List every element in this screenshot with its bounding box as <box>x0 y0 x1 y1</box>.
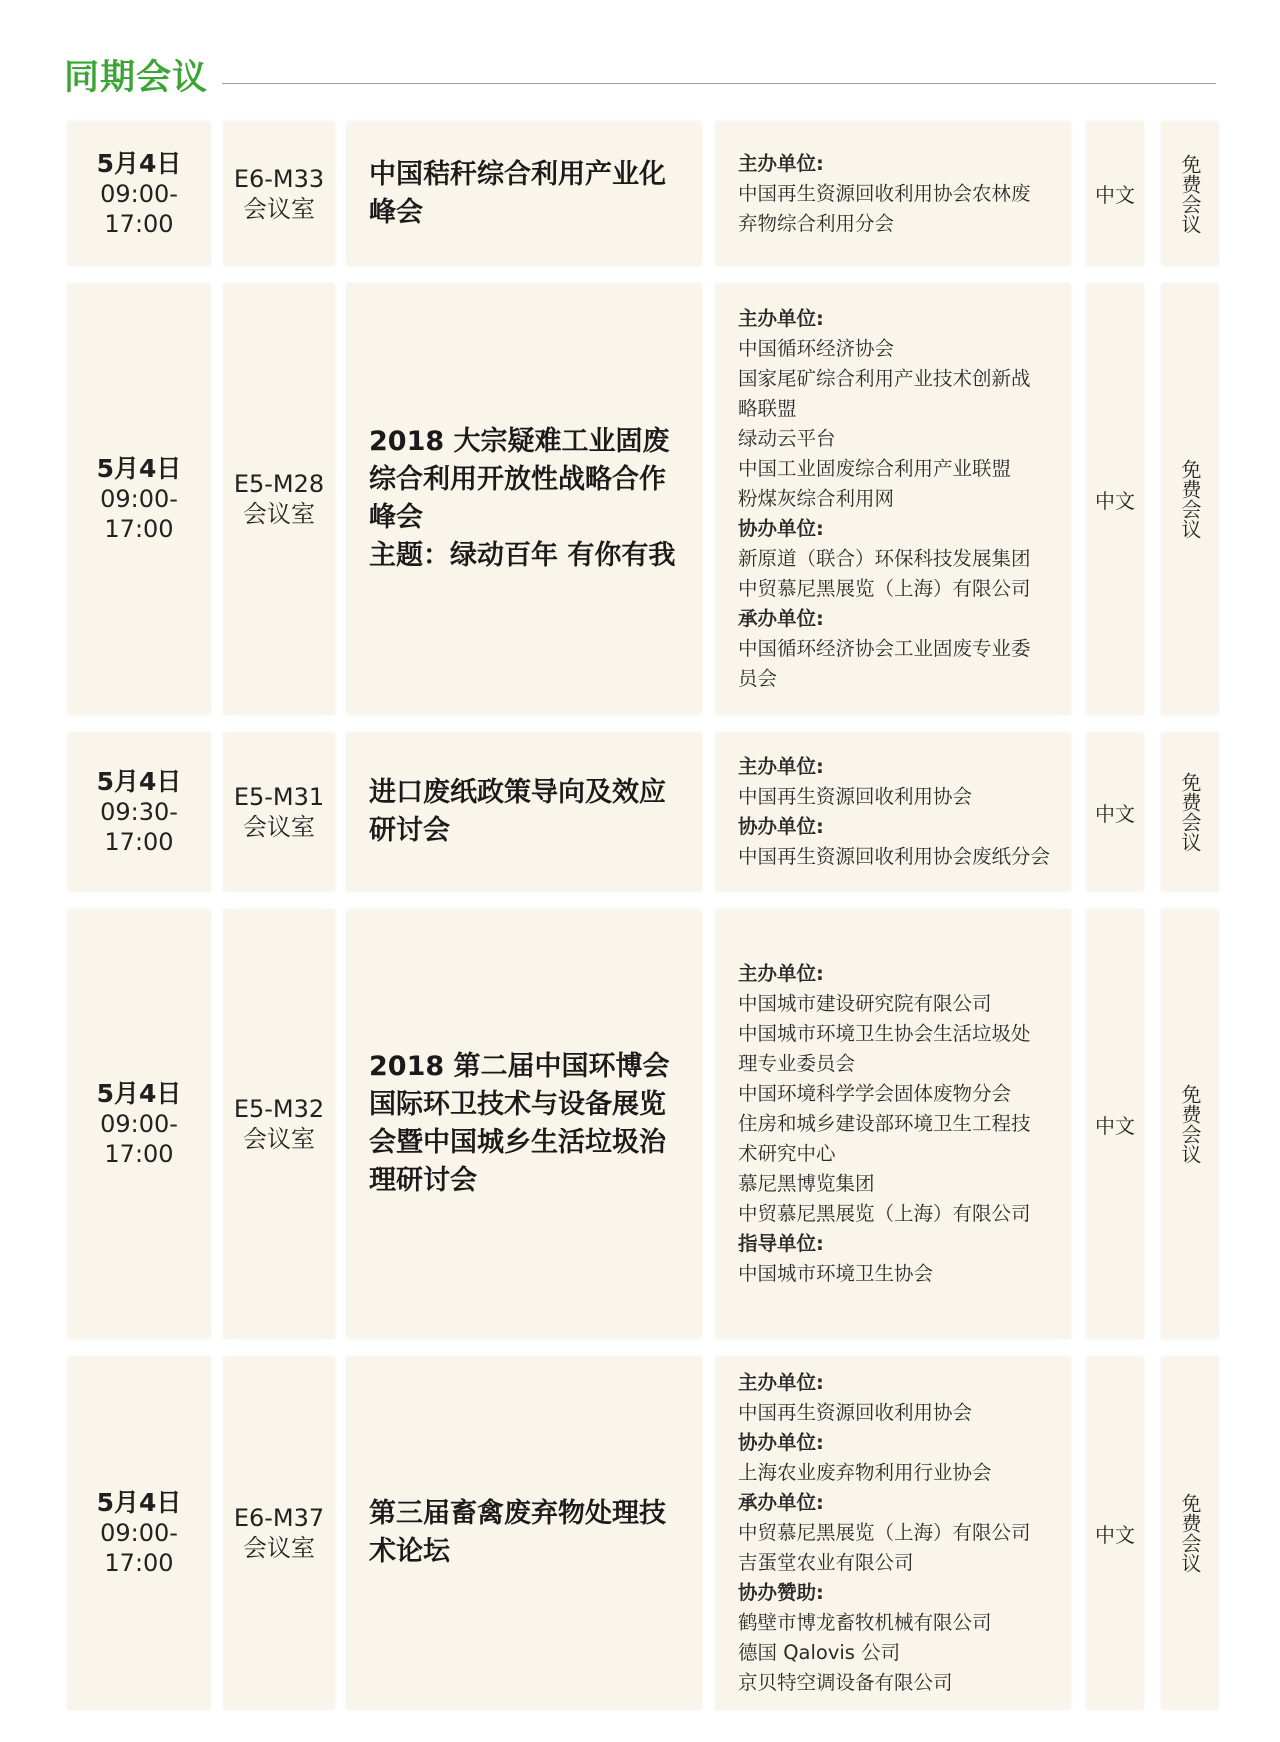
organizer-name: 中贸慕尼黑展览（上海）有限公司 <box>738 577 1031 600</box>
title-cell <box>347 284 701 714</box>
title-cell <box>347 122 701 265</box>
organizers-cell <box>716 733 1070 891</box>
header-divider <box>222 83 1216 84</box>
organizer-name: 住房和城乡建设部环境卫生工程技 <box>738 1112 1031 1135</box>
title-cell <box>347 910 701 1338</box>
organizer-role-heading: 主办单位: <box>738 962 824 985</box>
organizers-list <box>738 959 1031 1289</box>
date-cell <box>68 910 210 1338</box>
organizer-name: 弃物综合利用分会 <box>738 211 895 235</box>
meeting-language: 中文 <box>1095 801 1135 826</box>
fee-cell <box>1162 910 1218 1338</box>
fee-cell <box>1162 122 1218 265</box>
organizer-role-heading: 协办单位: <box>738 1431 824 1454</box>
organizer-name: 粉煤灰综合利用网 <box>738 487 895 510</box>
meeting-title-line: 峰会 <box>369 196 423 228</box>
language-cell <box>1087 122 1143 265</box>
organizer-name: 德国 Qalovis 公司 <box>738 1641 901 1664</box>
table-row <box>0 1357 1280 1709</box>
room-code: E6-M37 <box>233 1504 325 1532</box>
meeting-title-line: 峰会 <box>369 502 423 533</box>
organizer-name: 中国循环经济协会工业固废专业委 <box>738 637 1031 660</box>
meeting-title-line: 理研讨会 <box>369 1165 477 1196</box>
meeting-time: 09:30-17:00 <box>100 798 178 856</box>
organizer-name: 中国工业固废综合利用产业联盟 <box>738 457 1012 480</box>
organizer-name: 京贝特空调设备有限公司 <box>738 1671 953 1694</box>
date-cell <box>68 1357 210 1709</box>
organizers-cell <box>716 1357 1070 1709</box>
meeting-title <box>369 423 675 575</box>
room-cell <box>224 284 334 714</box>
meeting-time: 09:00-17:00 <box>100 179 178 238</box>
meeting-title-line: 进口废纸政策导向及效应 <box>369 777 666 808</box>
organizers-cell <box>716 122 1070 265</box>
table-row <box>0 910 1280 1338</box>
date-cell <box>68 733 210 891</box>
title-cell <box>347 733 701 891</box>
meeting-title <box>369 1048 670 1200</box>
room-code: E5-M32 <box>233 1095 325 1123</box>
organizer-role-heading: 协办赞助: <box>738 1581 824 1604</box>
meeting-language: 中文 <box>1095 1113 1135 1138</box>
meeting-title <box>369 1495 666 1571</box>
organizer-role-heading: 承办单位: <box>738 607 824 630</box>
meeting-language: 中文 <box>1095 183 1135 207</box>
room-cell <box>224 122 334 265</box>
meeting-language: 中文 <box>1095 488 1135 513</box>
organizer-name: 中国再生资源回收利用协会 <box>738 1401 973 1424</box>
organizer-name: 新原道（联合）环保科技发展集团 <box>738 547 1031 570</box>
meeting-fee: 免费会议 <box>1178 1084 1202 1164</box>
meeting-title-line: 综合利用开放性战略合作 <box>369 464 666 495</box>
organizer-name: 中国再生资源回收利用协会农林废 <box>738 181 1031 205</box>
organizer-role-heading: 主办单位: <box>738 1371 824 1394</box>
room-code: E5-M28 <box>233 470 325 498</box>
meeting-date: 5月4日 <box>96 1488 182 1517</box>
organizer-role-heading: 主办单位: <box>738 151 824 175</box>
organizer-name: 国家尾矿综合利用产业技术创新战 <box>738 367 1031 390</box>
meeting-title <box>369 774 666 850</box>
room-label: 会议室 <box>243 813 315 841</box>
organizer-role-heading: 承办单位: <box>738 1491 824 1514</box>
organizer-name: 员会 <box>738 667 778 690</box>
meeting-title-line: 会暨中国城乡生活垃圾治 <box>369 1127 666 1158</box>
organizer-name: 中国城市建设研究院有限公司 <box>738 992 992 1015</box>
meeting-title-line: 中国秸秆综合利用产业化 <box>369 158 666 190</box>
meeting-fee: 免费会议 <box>1178 772 1202 852</box>
meeting-title-line: 研讨会 <box>369 815 450 846</box>
organizer-name: 中国再生资源回收利用协会废纸分会 <box>738 845 1051 868</box>
organizers-list <box>738 304 1031 694</box>
meeting-fee: 免费会议 <box>1178 153 1202 234</box>
organizer-name: 略联盟 <box>738 397 797 420</box>
date-cell <box>68 122 210 265</box>
meeting-title-line: 2018 第二届中国环博会 <box>369 1051 670 1082</box>
organizer-role-heading: 协办单位: <box>738 517 824 540</box>
meeting-title <box>369 156 666 232</box>
meeting-time: 09:00-17:00 <box>100 1519 178 1577</box>
title-cell <box>347 1357 701 1709</box>
section-header <box>64 50 1216 100</box>
meeting-date: 5月4日 <box>96 454 182 483</box>
meeting-time: 09:00-17:00 <box>100 485 178 543</box>
organizer-name: 中国城市环境卫生协会生活垃圾处 <box>738 1022 1031 1045</box>
language-cell <box>1087 733 1143 891</box>
organizer-role-heading: 指导单位: <box>738 1232 824 1255</box>
organizers-cell <box>716 910 1070 1338</box>
organizer-name: 中国城市环境卫生协会 <box>738 1262 934 1285</box>
meeting-title-line: 国际环卫技术与设备展览 <box>369 1089 666 1120</box>
meeting-title-line: 术论坛 <box>369 1536 450 1567</box>
language-cell <box>1087 1357 1143 1709</box>
organizer-role-heading: 协办单位: <box>738 815 824 838</box>
fee-cell <box>1162 284 1218 714</box>
organizer-name: 鹤壁市博龙畜牧机械有限公司 <box>738 1611 992 1634</box>
room-cell <box>224 910 334 1338</box>
organizer-name: 上海农业废弃物利用行业协会 <box>738 1461 992 1484</box>
room-label: 会议室 <box>243 194 315 223</box>
room-label: 会议室 <box>243 500 315 528</box>
organizers-list <box>738 752 1050 872</box>
room-code: E6-M33 <box>233 164 325 193</box>
room-cell <box>224 733 334 891</box>
organizer-name: 中贸慕尼黑展览（上海）有限公司 <box>738 1202 1031 1225</box>
organizer-name: 术研究中心 <box>738 1142 836 1165</box>
organizer-name: 吉蛋堂农业有限公司 <box>738 1551 914 1574</box>
meeting-date: 5月4日 <box>96 767 182 796</box>
section-title: 同期会议 <box>64 58 209 98</box>
organizer-name: 中国环境科学学会固体废物分会 <box>738 1082 1012 1105</box>
date-cell <box>68 284 210 714</box>
table-row <box>0 733 1280 891</box>
organizer-name: 慕尼黑博览集团 <box>738 1172 875 1195</box>
organizer-name: 中国再生资源回收利用协会 <box>738 785 973 808</box>
meeting-language: 中文 <box>1095 1522 1135 1547</box>
meeting-fee: 免费会议 <box>1178 1493 1202 1573</box>
table-row <box>0 122 1280 265</box>
organizer-role-heading: 主办单位: <box>738 755 824 778</box>
room-label: 会议室 <box>243 1125 315 1153</box>
room-code: E5-M31 <box>233 783 325 811</box>
organizer-name: 理专业委员会 <box>738 1052 856 1075</box>
organizers-cell <box>716 284 1070 714</box>
language-cell <box>1087 284 1143 714</box>
organizers-list <box>738 1368 1031 1698</box>
meeting-title-line: 主题：绿动百年 有你有我 <box>369 540 676 571</box>
meeting-title-line: 2018 大宗疑难工业固废 <box>369 426 670 457</box>
organizer-name: 绿动云平台 <box>738 427 836 450</box>
organizers-list <box>738 149 1031 239</box>
language-cell <box>1087 910 1143 1338</box>
organizer-name: 中贸慕尼黑展览（上海）有限公司 <box>738 1521 1031 1544</box>
room-label: 会议室 <box>243 1534 315 1562</box>
meeting-date: 5月4日 <box>96 1079 182 1108</box>
meeting-fee: 免费会议 <box>1178 459 1202 539</box>
table-row <box>0 284 1280 714</box>
fee-cell <box>1162 733 1218 891</box>
fee-cell <box>1162 1357 1218 1709</box>
meeting-title-line: 第三届畜禽废弃物处理技 <box>369 1498 666 1529</box>
organizer-role-heading: 主办单位: <box>738 307 824 330</box>
meeting-time: 09:00-17:00 <box>100 1110 178 1168</box>
room-cell <box>224 1357 334 1709</box>
organizer-name: 中国循环经济协会 <box>738 337 895 360</box>
meeting-date: 5月4日 <box>96 148 182 178</box>
